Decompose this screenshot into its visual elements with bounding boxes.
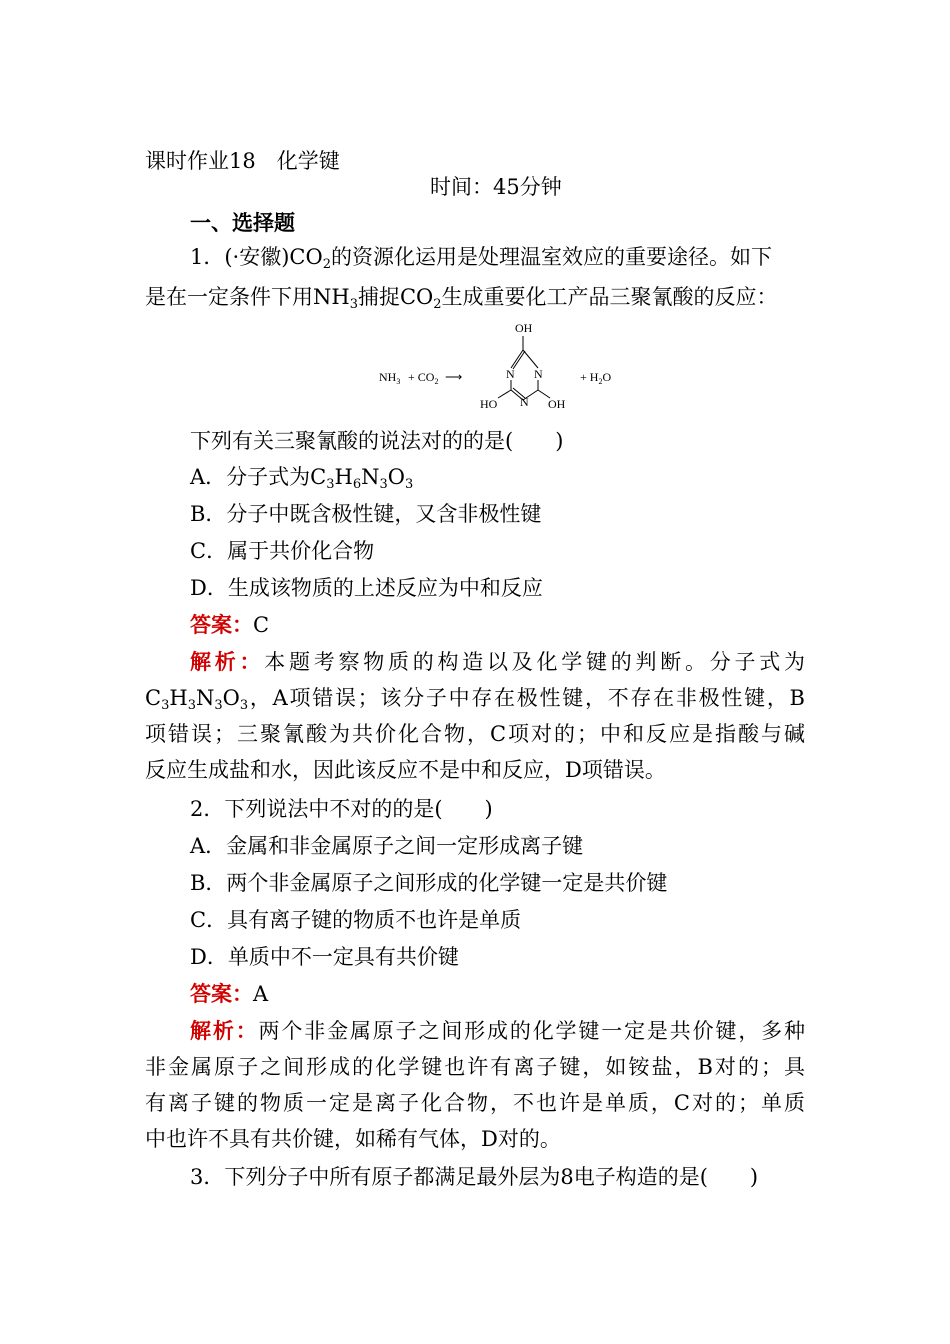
reactant-co2: + $CO_2$ [408, 370, 439, 386]
q1-stem: 下列有关三聚氰酸的说法对的的是( ) [190, 429, 564, 453]
q1-option-d: D．生成该物质的上述反应为中和反应 [190, 576, 543, 600]
atom-oh-top: OH [515, 321, 533, 335]
atom-n-bottom: N [520, 395, 529, 409]
atom-n-left: N [506, 367, 515, 381]
section-heading: 一、选择题 [190, 210, 295, 235]
reaction-arrow: ⟶ [445, 370, 463, 384]
q1-line-1: 1．(·安徽)$CO_2$的资源化运用是处理温室效应的重要途径。如下 [190, 245, 772, 272]
assignment-title: 课时作业18 化学键 [145, 149, 340, 173]
q2-analysis-line-1: 解析：两个非金属原子之间形成的化学键一定是共价键，多种 [190, 1018, 806, 1043]
q2-option-d: D．单质中不一定具有共价键 [190, 945, 459, 969]
q1-analysis-line-4: 反应生成盐和水，因此该反应不是中和反应，D项错误。 [145, 758, 666, 782]
q3-stem: 3．下列分子中所有原子都满足最外层为8电子构造的是( ) [190, 1165, 759, 1189]
q1-answer: 答案：C [190, 612, 270, 637]
q1-analysis-line-1: 解析：本题考察物质的构造以及化学键的判断。分子式为 [190, 649, 805, 674]
q1-analysis-line-2: $C_3H_3N_3O_3$，A项错误；该分子中存在极性键，不存在非极性键，B [145, 686, 805, 713]
reactant-nh3: $NH_3$ [379, 370, 401, 386]
q1-analysis-line-3: 项错误；三聚氰酸为共价化合物，C项对的；中和反应是指酸与碱 [145, 722, 805, 746]
q2-analysis-line-3: 有离子键的物质一定是离子化合物，不也许是单质，C对的；单质 [145, 1091, 805, 1115]
q2-option-b: B．两个非金属原子之间形成的化学键一定是共价键 [190, 871, 668, 895]
atom-ho-left: HO [480, 397, 498, 411]
q2-stem: 2．下列说法中不对的的是( ) [190, 797, 493, 821]
time-limit: 时间：45分钟 [430, 175, 562, 199]
atom-n-right: N [534, 367, 543, 381]
q1-option-a: A．分子式为$C_3H_6N_3O_3$ [190, 465, 414, 492]
q1-option-b: B．分子中既含极性键，又含非极性键 [190, 502, 542, 526]
q2-option-a: A．金属和非金属原子之间一定形成离子键 [190, 834, 584, 858]
q1-option-c: C．属于共价化合物 [190, 539, 375, 563]
q1-line-2: 是在一定条件下用$NH_3$捕捉$CO_2$生成重要化工产品三聚氰酸的反应： [145, 285, 778, 312]
q2-analysis-line-2: 非金属原子之间形成的化学键也许有离子键，如铵盐，B对的；具 [145, 1055, 805, 1079]
product-h2o: + $H_2O$ [580, 370, 612, 386]
atom-oh-right: OH [548, 397, 566, 411]
q2-answer: 答案：A [190, 981, 269, 1006]
q2-analysis-line-4: 中也许不具有共价键，如稀有气体，D对的。 [145, 1127, 561, 1151]
q2-option-c: C．具有离子键的物质不也许是单质 [190, 908, 522, 932]
reaction-diagram [370, 318, 630, 418]
